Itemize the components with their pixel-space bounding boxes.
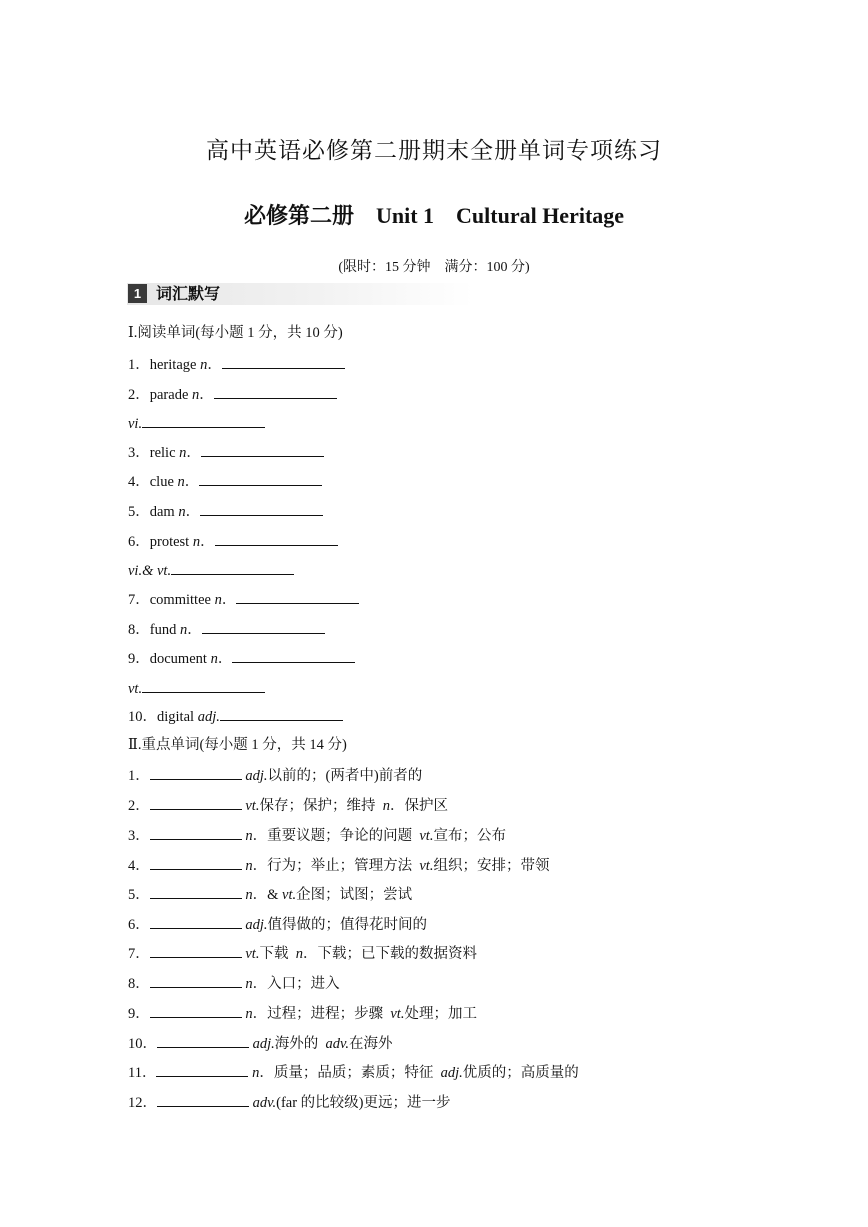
part2-item-8: 8． n．入口；进入 [128,973,340,993]
unit-number: Unit 1 [375,203,435,228]
part2-item-10: 10． adj.海外的 adv.在海外 [128,1033,393,1053]
part2-item-9: 9． n．过程；进程；步骤 vt.处理；加工 [128,1003,477,1023]
answer-blank[interactable] [171,560,294,575]
part1-item-5: 5．dam n． [128,501,323,521]
part1-item-9: 9．document n． [128,648,355,668]
section-label: 词汇默写 [156,284,221,303]
answer-blank[interactable] [200,501,323,516]
part2-item-1: 1． adj.以前的；(两者中)前者的 [128,765,422,785]
answer-blank[interactable] [150,825,242,840]
answer-blank[interactable] [150,765,242,780]
part2-item-3: 3． n．重要议题；争论的问题 vt.宣布；公布 [128,825,506,845]
part2-item-6: 6． adj.值得做的；值得花时间的 [128,914,427,934]
answer-blank[interactable] [202,619,325,634]
part2-item-12: 12． adv.(far 的比较级)更远；进一步 [128,1092,451,1112]
part1-item-10: 10．digital adj. [128,706,343,726]
answer-blank[interactable] [220,706,343,721]
answer-blank[interactable] [150,855,242,870]
part1-item-4: 4．clue n． [128,471,322,491]
unit-title [0,199,868,230]
part1-item-7: 7．committee n． [128,589,359,609]
answer-blank[interactable] [222,354,345,369]
part2-item-7: 7． vt.下载 n．下载；已下载的数据资料 [128,943,477,963]
answer-blank[interactable] [142,413,265,428]
answer-blank[interactable] [199,471,322,486]
page-title: 高中英语必修第二册期末全册单词专项练习 [206,138,662,163]
part1-item-1: 1．heritage n． [128,354,345,374]
part1-item-8: 8．fund n． [128,619,325,639]
part2-item-2: 2． vt.保存；保护；维持 n．保护区 [128,795,448,815]
answer-blank[interactable] [157,1033,249,1048]
answer-blank[interactable] [214,384,337,399]
part1-item-2-extra: vi. [128,413,265,433]
answer-blank[interactable] [232,648,355,663]
part1-item-9-extra: vt. [128,678,265,698]
part2-item-5: 5． n．& vt.企图；试图；尝试 [128,884,412,904]
part1-item-3: 3．relic n． [128,442,324,462]
part1-item-2: 2．parade n． [128,384,337,404]
part1-item-6: 6．protest n． [128,531,338,551]
part1-heading: Ⅰ.阅读单词(每小题 1 分，共 10 分) [128,325,343,341]
unit-name: Cultural Heritage [456,203,625,228]
answer-blank[interactable] [156,1062,248,1077]
unit-book: 必修第二册 [243,203,354,228]
answer-blank[interactable] [150,914,242,929]
answer-blank[interactable] [142,678,265,693]
answer-blank[interactable] [201,442,324,457]
answer-blank[interactable] [157,1092,249,1107]
part2-item-4: 4． n．行为；举止；管理方法 vt.组织；安排；带领 [128,855,549,875]
answer-blank[interactable] [150,884,242,899]
answer-blank[interactable] [236,589,359,604]
section-header [127,283,473,305]
part2-item-11: 11． n．质量；品质；素质；特征 adj.优质的；高质量的 [128,1062,579,1082]
answer-blank[interactable] [150,795,242,810]
section-number-icon: 1 [128,284,147,303]
time-limit: (限时：15 分钟 满分：100 分) [338,260,530,275]
answer-blank[interactable] [150,943,242,958]
answer-blank[interactable] [150,1003,242,1018]
answer-blank[interactable] [150,973,242,988]
part2-heading: Ⅱ.重点单词(每小题 1 分，共 14 分) [128,737,347,753]
part1-item-6-extra: vi.& vt. [128,560,294,580]
answer-blank[interactable] [215,531,338,546]
